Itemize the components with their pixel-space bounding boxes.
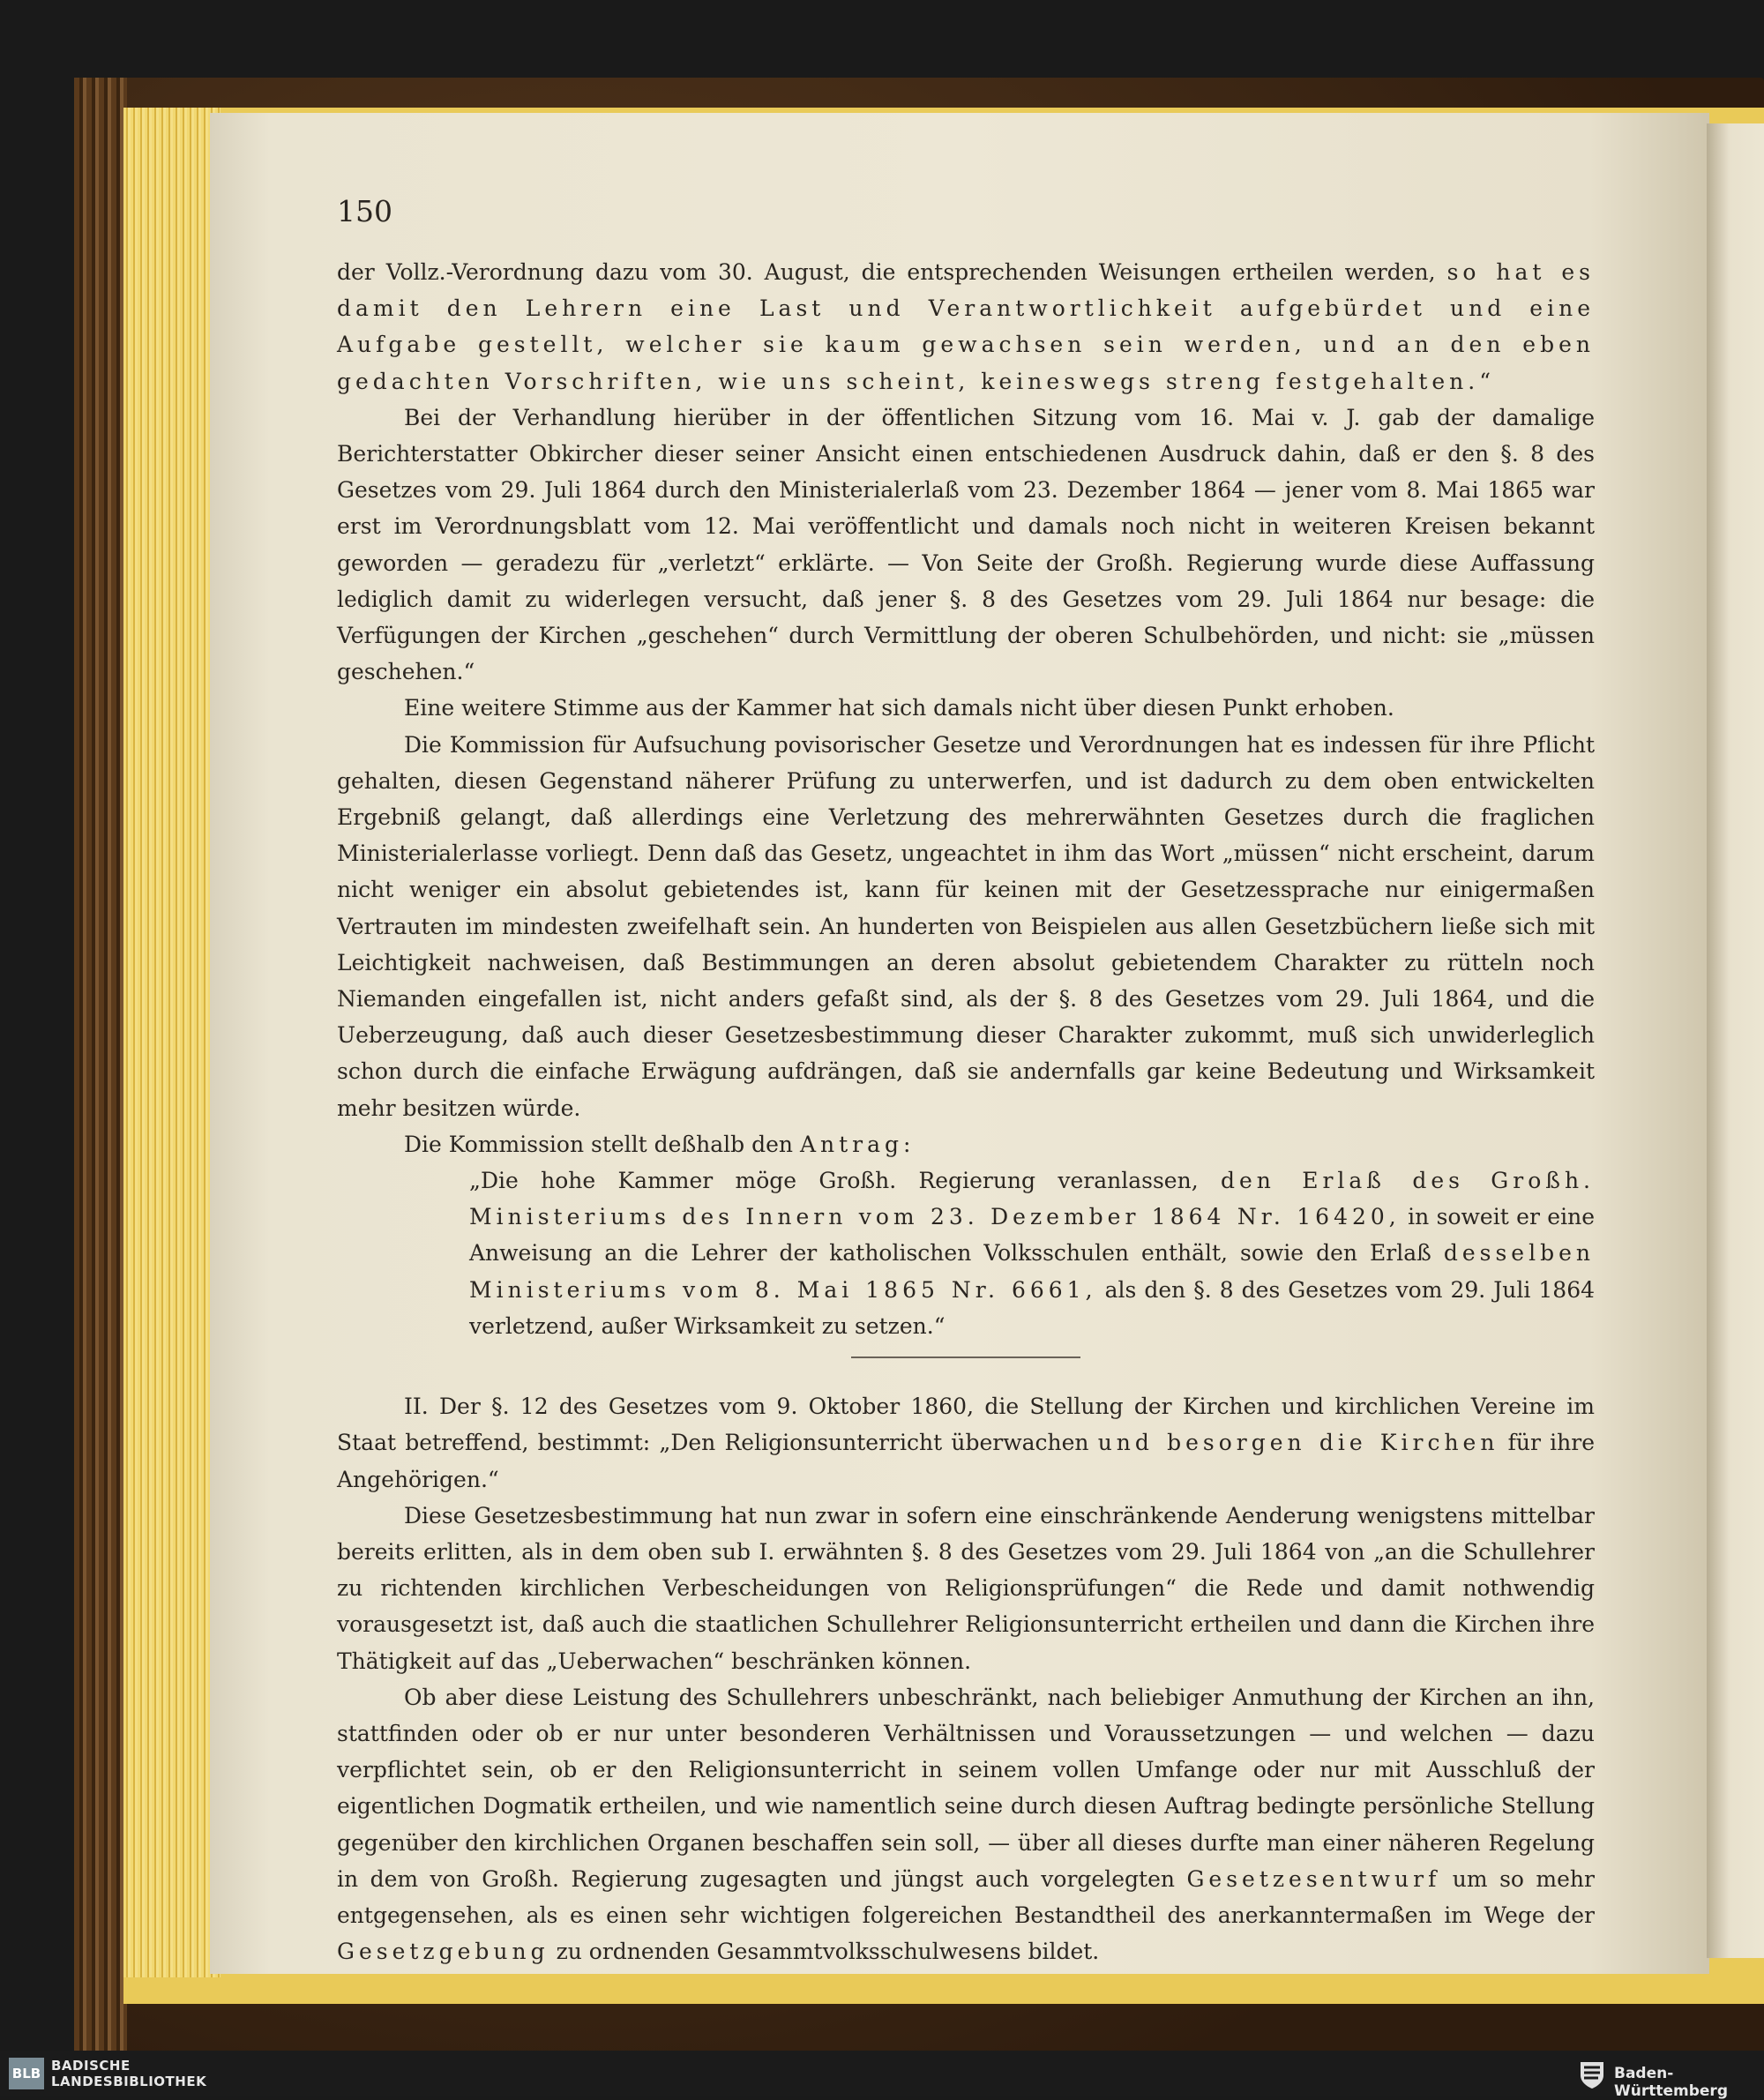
paragraph-8 <box>337 1679 1595 1970</box>
paragraph-7: Diese Gesetzesbestimmung hat nun zwar in sofern eine einschränkende Aenderung wenigstens mittelbar bereits erlitten, als in dem oben sub I. erwähnten §. 8 des Gesetzes vom 29. Juli 1864 von „an die Schullehrer zu richtenden kirchlichen Verbescheidungen von Religionsprüfungen“ die Rede und damit nothwendig vorausgesetzt ist, daß auch die staatlichen Schullehrer Religionsunterricht ertheilen und dann die Kirchen ihre Thätigkeit auf das „Ueberwachen“ beschränken können. <box>337 1502 1595 1674</box>
spaced-text-run: Gesetzgebung <box>337 1939 549 1965</box>
text-run: II. Der §. 12 des Gesetzes vom 9. Oktober 1860, die Stellung der Kirchen und kirchlichen Vereine im Staat betreffend, bestimmt: „Den Religionsunterricht überwachen <box>337 1394 1595 1456</box>
paragraph-5 <box>337 1126 1595 1162</box>
viewer-footer <box>0 2051 1764 2100</box>
library-name-line-1: BADISCHE <box>51 2058 131 2074</box>
text-run: zu ordnenden Gesammtvolksschulwesens bildet. <box>549 1939 1100 1965</box>
page-body <box>337 254 1595 1969</box>
text-run: der Vollz.-Verordnung dazu vom 30. August, die entsprechenden Weisungen ertheilen werden, <box>337 259 1447 285</box>
spaced-text-run: Gesetzesentwurf <box>1186 1865 1441 1892</box>
spaced-text-run: Antrag: <box>799 1131 916 1157</box>
state-name: Baden-Württemberg <box>1614 2065 1728 2100</box>
facing-page-edge <box>1707 123 1764 1958</box>
state-crest-icon <box>1577 2059 1607 2089</box>
paragraph-section-2 <box>337 1388 1595 1498</box>
text-run: Ob aber diese Leistung des Schullehrers unbeschränkt, nach beliebiger Anmuthung der Kirchen an ihn, stattfinden oder ob er nur unter besonderen Verhältnissen und Voraussetzungen — und welchen — dazu verpflichtet sein, ob er den Religionsunterricht in seinem vollen Umfange oder nur mit Ausschluß der eigentlichen Dogmatik ertheilen, und wie namentlich seine durch diesen Auftrag bedingte persönliche Stellung gegenüber den kirchlichen Organen beschaffen sein soll, — über all dieses durfte man einer näheren Regelung in dem von Großh. Regierung zugesagten und jüngst auch vorgelegten <box>337 1684 1595 1892</box>
page-number: 150 <box>337 194 392 228</box>
paragraph-4: Die Kommission für Aufsuchung povisorischer Gesetze und Verordnungen hat es indessen für ihre Pflicht gehalten, diesen Gegenstand näherer Prüfung zu unterwerfen, und ist dadurch zu dem oben entwickelten Ergebniß gelangt, daß allerdings eine Verletzung des mehrerwähnten Gesetzes durch die fraglichen Ministerialerlasse vorliegt. Denn daß das Gesetz, ungeachtet in ihm das Wort „müssen“ nicht erscheint, darum nicht weniger ein absolut gebietendes ist, kann für keinen mit der Gesetzessprache nur einigermaßen Vertrauten im mindesten zweifelhaft sein. An hunderten von Beispielen aus allen Gesetzbüchern ließe sich mit Leichtigkeit nachweisen, daß Bestimmungen an deren absolut gebietendem Charakter zu rütteln noch Niemanden eingefallen ist, nicht anders gefaßt sind, als der §. 8 des Gesetzes vom 29. Juli 1864, und die Ueberzeugung, daß auch dieser Gesetzesbestimmung dieser Charakter zukommt, muß sich unwiderleglich schon durch die einfache Erwägung aufdrängen, daß sie andernfalls gar keine Bedeutung und Wirksamkeit mehr besitzen würde. <box>337 731 1595 1121</box>
spaced-text-run: so hat es damit den Lehrern eine Last und Verantwortlichkeit aufgebürdet und eine Aufgabe gestellt, welcher sie kaum gewachsen sein werden, und an den eben gedachten Vorschriften, wie uns scheint, keineswegs streng festgehalten. <box>337 259 1596 394</box>
text-run: “ <box>1479 368 1491 394</box>
paragraph-3: Eine weitere Stimme aus der Kammer hat sich damals nicht über diesen Punkt erhoben. <box>404 695 1394 721</box>
text-run: „Die hohe Kammer möge Großh. Regierung veranlassen, <box>469 1168 1221 1194</box>
book-cover-edge <box>74 78 127 2053</box>
section-divider <box>851 1356 1080 1358</box>
text-run: als den §. 8 des Gesetzes vom 29. Juli 1864 verletzend, außer Wirksamkeit zu setzen.“ <box>469 1276 1596 1339</box>
text-run: für ihre Angehörigen.“ <box>337 1430 1595 1492</box>
paragraph-1 <box>337 254 1595 400</box>
text-run: in soweit er eine Anweisung an die Lehrer der katholischen Volksschulen enthält, sowie den Erlaß <box>469 1204 1595 1267</box>
spaced-text-run: desselben Ministeriums vom 8. Mai 1865 Nr. 6661, <box>469 1240 1595 1303</box>
page-edges <box>123 108 220 1977</box>
text-run: Die Kommission stellt deßhalb den <box>404 1131 800 1157</box>
spaced-text-run: den Erlaß des Großh. Ministeriums des Innern vom 23. Dezember 1864 Nr. 16420, <box>469 1168 1596 1230</box>
library-name <box>51 2058 206 2089</box>
motion-quote <box>469 1162 1595 1344</box>
paragraph-2: Bei der Verhandlung hierüber in der öffentlichen Sitzung vom 16. Mai v. J. gab der damalige Berichterstatter Obkircher dieser seiner Ansicht einen entschiedenen Ausdruck dahin, daß er den §. 8 des Gesetzes vom 29. Juli 1864 durch den Ministerialerlaß vom 23. Dezember 1864 — jener vom 8. Mai 1865 war erst im Verordnungsblatt vom 12. Mai veröffentlicht und damals noch nicht in weiteren Kreisen bekannt geworden — geradezu für „verletzt“ erklärte. — Von Seite der Großh. Regierung wurde diese Auffassung lediglich damit zu widerlegen versucht, daß jener §. 8 des Gesetzes vom 29. Juli 1864 nur besage: die Verfügungen der Kirchen „geschehen“ durch Vermittlung der oberen Schulbehörden, und nicht: sie „müssen geschehen.“ <box>337 404 1595 685</box>
text-run: um so mehr entgegensehen, als es einen sehr wichtigen folgereichen Bestandtheil des anerkanntermaßen im Wege der <box>337 1865 1595 1928</box>
library-name-line-2: LANDESBIBLIOTHEK <box>51 2074 207 2089</box>
spaced-text-run: und besorgen die Kirchen <box>1097 1430 1499 1456</box>
blb-logo[interactable]: BLB <box>9 2058 44 2089</box>
